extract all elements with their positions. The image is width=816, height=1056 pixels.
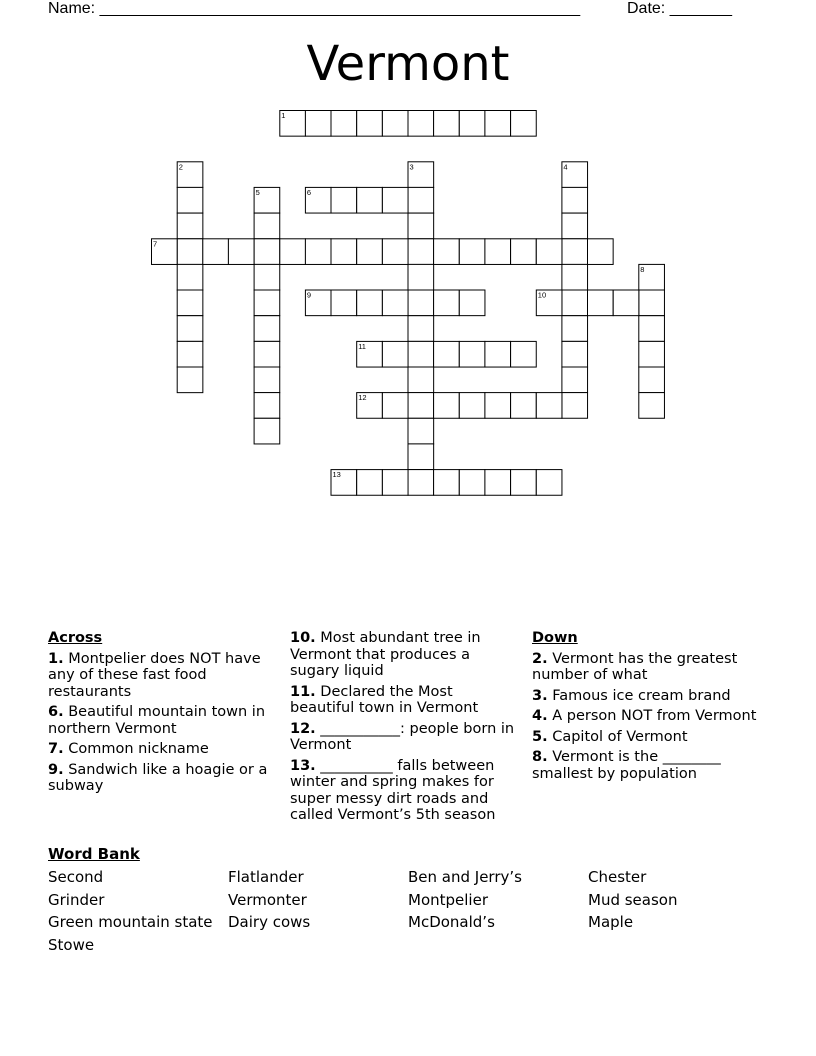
grid-cell[interactable] bbox=[408, 418, 434, 444]
grid-cell[interactable] bbox=[331, 239, 357, 265]
grid-cell[interactable] bbox=[459, 239, 485, 265]
word-bank-item: Mud season bbox=[588, 890, 678, 909]
grid-cell[interactable] bbox=[434, 111, 460, 137]
clue-across-9: 9. Sandwich like a hoagie or a subway bbox=[48, 761, 268, 794]
grid-cell[interactable] bbox=[357, 187, 383, 213]
grid-cell[interactable] bbox=[588, 239, 614, 265]
grid-cell[interactable] bbox=[639, 393, 665, 419]
grid-cell[interactable] bbox=[331, 187, 357, 213]
grid-cell[interactable] bbox=[639, 367, 665, 393]
grid-cell[interactable] bbox=[331, 290, 357, 316]
clue-across-11: 11. Declared the Most beautiful town in Vermont bbox=[290, 683, 479, 716]
word-bank-item: Chester bbox=[588, 868, 647, 886]
grid-cell[interactable] bbox=[203, 239, 229, 265]
clue-across-6: 6. Beautiful mountain town in northern Vermont bbox=[48, 704, 266, 737]
grid-cell[interactable] bbox=[228, 239, 254, 265]
grid-cell[interactable] bbox=[254, 341, 280, 367]
grid-cell[interactable] bbox=[562, 239, 588, 265]
cell-number: 3 bbox=[409, 162, 414, 172]
grid-cell[interactable] bbox=[562, 187, 588, 213]
grid-cell[interactable] bbox=[485, 393, 511, 419]
grid-cell[interactable] bbox=[254, 239, 280, 265]
grid-cell[interactable] bbox=[639, 290, 665, 316]
grid-cell[interactable] bbox=[254, 393, 280, 419]
word-bank-item: Stowe bbox=[48, 935, 95, 954]
cell-number: 12 bbox=[358, 393, 367, 403]
grid-cell[interactable] bbox=[177, 239, 203, 265]
word-bank-item: Ben and Jerry’s bbox=[408, 868, 522, 886]
grid-cell[interactable] bbox=[408, 367, 434, 393]
grid-cell[interactable] bbox=[177, 316, 203, 342]
cell-number: 2 bbox=[178, 162, 183, 172]
grid-cell[interactable] bbox=[639, 316, 665, 342]
clue-down-4: 4. A person NOT from Vermont bbox=[532, 708, 757, 724]
clue-across-10: 10. Most abundant tree in Vermont that produces a sugary liquid bbox=[290, 630, 481, 679]
grid-cell[interactable] bbox=[434, 239, 460, 265]
page-title: Vermont bbox=[306, 36, 510, 92]
grid-cell[interactable] bbox=[562, 367, 588, 393]
cell-number: 6 bbox=[306, 187, 312, 197]
word-bank-item: Montpelier bbox=[408, 890, 488, 909]
grid-cell[interactable] bbox=[305, 239, 331, 265]
grid-cell[interactable] bbox=[588, 290, 614, 316]
grid-cell[interactable] bbox=[511, 239, 537, 265]
grid-cell[interactable] bbox=[511, 341, 537, 367]
grid-cell[interactable] bbox=[408, 290, 434, 316]
grid-cell[interactable] bbox=[511, 470, 537, 496]
grid-cell[interactable] bbox=[280, 239, 306, 265]
clue-down-8: 8. Vermont is the ________ smallest by population bbox=[532, 749, 721, 782]
cell-number: 4 bbox=[563, 162, 568, 172]
grid-cell[interactable] bbox=[511, 393, 537, 419]
clue-across-13: 13. __________ falls between winter and spring makes for super messy dirt roads and called Vermont’s 5th season bbox=[290, 757, 496, 823]
grid-cell[interactable] bbox=[485, 239, 511, 265]
grid-cell[interactable] bbox=[511, 111, 537, 137]
grid-cell[interactable] bbox=[331, 111, 357, 137]
across-clues-continued bbox=[290, 630, 518, 828]
grid-cell[interactable] bbox=[485, 341, 511, 367]
grid-cell[interactable] bbox=[639, 341, 665, 367]
word-bank-item: Second bbox=[48, 868, 104, 886]
grid-cell[interactable] bbox=[408, 316, 434, 342]
grid-cell[interactable] bbox=[305, 111, 331, 137]
grid-cell[interactable] bbox=[357, 470, 383, 496]
across-heading: Across bbox=[48, 630, 103, 646]
grid-cell[interactable] bbox=[254, 418, 280, 444]
word-bank-list bbox=[48, 869, 768, 954]
cell-number: 13 bbox=[332, 470, 341, 480]
grid-cell[interactable] bbox=[562, 393, 588, 419]
grid-cell[interactable] bbox=[408, 264, 434, 290]
word-bank bbox=[48, 846, 768, 954]
clue-across-12: 12. ___________: people born in Vermont bbox=[290, 720, 515, 753]
grid-cell[interactable] bbox=[485, 111, 511, 137]
cell-number: 5 bbox=[255, 187, 260, 197]
grid-cell[interactable] bbox=[254, 290, 280, 316]
cell-number: 9 bbox=[306, 290, 312, 300]
grid-cell[interactable] bbox=[459, 470, 485, 496]
clue-across-7: 7. Common nickname bbox=[48, 741, 209, 757]
grid-cell[interactable] bbox=[382, 187, 408, 213]
grid-cell[interactable] bbox=[382, 393, 408, 419]
grid-cell[interactable] bbox=[177, 290, 203, 316]
grid-cell[interactable] bbox=[382, 470, 408, 496]
grid-cell[interactable] bbox=[177, 341, 203, 367]
grid-cell[interactable] bbox=[177, 264, 203, 290]
grid-cell[interactable] bbox=[177, 187, 203, 213]
grid-cell[interactable] bbox=[613, 290, 639, 316]
grid-cell[interactable] bbox=[562, 264, 588, 290]
date-field-label[interactable]: Date: _______ bbox=[627, 0, 732, 17]
clue-down-5: 5. Capitol of Vermont bbox=[532, 728, 688, 745]
grid-cell[interactable] bbox=[254, 367, 280, 393]
grid-cell[interactable] bbox=[562, 316, 588, 342]
grid-cell[interactable] bbox=[254, 264, 280, 290]
grid-cell[interactable] bbox=[408, 470, 434, 496]
name-field-label[interactable]: Name: ______________________________________________________ bbox=[48, 0, 581, 17]
grid-cell[interactable] bbox=[357, 290, 383, 316]
grid-cell[interactable] bbox=[434, 341, 460, 367]
word-bank-item: McDonald’s bbox=[408, 913, 495, 931]
word-bank-heading: Word Bank bbox=[48, 845, 140, 863]
grid-cell[interactable] bbox=[382, 239, 408, 265]
grid-cell[interactable] bbox=[408, 239, 434, 265]
grid-cell[interactable] bbox=[177, 367, 203, 393]
grid-cell[interactable] bbox=[459, 341, 485, 367]
cell-number: 11 bbox=[358, 341, 366, 351]
clue-across-1: 1. Montpelier does NOT have any of these fast food restaurants bbox=[48, 650, 261, 700]
word-bank-item: Flatlander bbox=[228, 868, 304, 886]
grid-cell[interactable] bbox=[254, 213, 280, 239]
grid-cell[interactable] bbox=[434, 290, 460, 316]
grid-cell[interactable] bbox=[536, 393, 562, 419]
down-heading: Down bbox=[532, 630, 578, 646]
grid-cell[interactable] bbox=[254, 316, 280, 342]
clue-down-2: 2. Vermont has the greatest number of what bbox=[532, 650, 738, 683]
grid-cell[interactable] bbox=[434, 393, 460, 419]
grid-cell[interactable] bbox=[382, 290, 408, 316]
word-bank-item: Dairy cows bbox=[228, 913, 311, 931]
grid-cell[interactable] bbox=[408, 444, 434, 470]
grid-cell[interactable] bbox=[459, 393, 485, 419]
grid-cell[interactable] bbox=[382, 111, 408, 137]
grid-cell[interactable] bbox=[562, 213, 588, 239]
grid-cell[interactable] bbox=[485, 470, 511, 496]
word-bank-item: Vermonter bbox=[228, 890, 307, 909]
grid-cell[interactable] bbox=[408, 111, 434, 137]
grid-cell[interactable] bbox=[536, 239, 562, 265]
grid-cell[interactable] bbox=[177, 213, 203, 239]
grid-cell[interactable] bbox=[357, 239, 383, 265]
crossword-grid bbox=[0, 0, 816, 520]
grid-cell[interactable] bbox=[562, 341, 588, 367]
grid-cell[interactable] bbox=[408, 341, 434, 367]
grid-cell[interactable] bbox=[408, 393, 434, 419]
word-bank-item: Green mountain state bbox=[48, 913, 213, 931]
word-bank-item: Grinder bbox=[48, 890, 105, 909]
grid-cell[interactable] bbox=[562, 290, 588, 316]
cell-number: 8 bbox=[640, 264, 645, 274]
grid-cell[interactable] bbox=[434, 470, 460, 496]
grid-cell[interactable] bbox=[459, 111, 485, 137]
cell-number: 7 bbox=[153, 239, 158, 249]
cell-number: 10 bbox=[537, 290, 547, 300]
across-clues bbox=[48, 630, 276, 799]
grid-cell[interactable] bbox=[459, 290, 485, 316]
grid-cell[interactable] bbox=[408, 213, 434, 239]
grid-cell[interactable] bbox=[357, 111, 383, 137]
cell-number: 1 bbox=[281, 111, 286, 120]
down-clues bbox=[532, 630, 760, 786]
word-bank-item: Maple bbox=[588, 913, 634, 931]
grid-cell[interactable] bbox=[408, 187, 434, 213]
grid-cell[interactable] bbox=[536, 470, 562, 496]
clue-down-3: 3. Famous ice cream brand bbox=[532, 687, 731, 704]
grid-cell[interactable] bbox=[382, 341, 408, 367]
